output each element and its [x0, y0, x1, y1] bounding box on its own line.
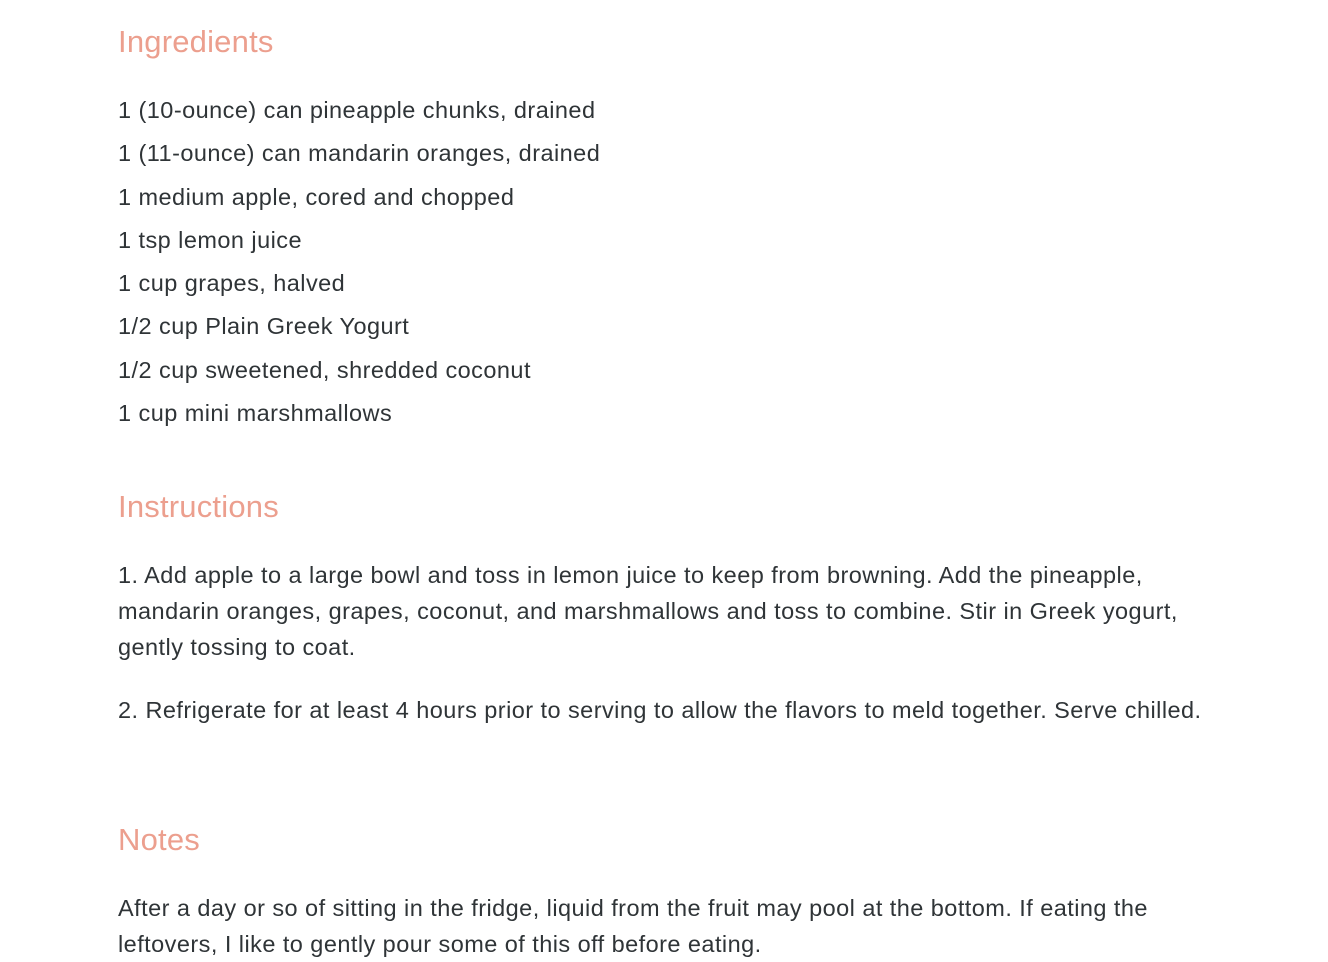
ingredients-list	[118, 89, 600, 435]
ingredient-item: 1 cup mini marshmallows	[118, 400, 393, 427]
ingredient-item: 1 (11-ounce) can mandarin oranges, drained	[118, 140, 601, 167]
ingredient-item: 1 medium apple, cored and chopped	[118, 183, 515, 210]
notes-text: After a day or so of sitting in the fridge, liquid from the fruit may pool at the bottom. If eating the leftovers, I like to gently pour some of this off before eating.	[118, 895, 1148, 958]
notes-heading: Notes	[118, 822, 200, 857]
instructions-heading: Instructions	[118, 489, 279, 524]
ingredient-item: 1/2 cup Plain Greek Yogurt	[118, 313, 410, 340]
ingredient-item: 1/2 cup sweetened, shredded coconut	[118, 356, 531, 383]
ingredients-heading: Ingredients	[118, 24, 274, 59]
ingredient-item: 1 cup grapes, halved	[118, 270, 346, 297]
instruction-step-1: 1. Add apple to a large bowl and toss in lemon juice to keep from browning. Add the pineapple, mandarin oranges, grapes, coconut, and marshmallows and toss to combine. Stir in Greek yogurt, gently tossing to coat.	[118, 562, 1178, 661]
ingredient-item: 1 tsp lemon juice	[118, 226, 302, 253]
instruction-step-2: 2. Refrigerate for at least 4 hours prior to serving to allow the flavors to meld together. Serve chilled.	[118, 697, 1202, 723]
ingredient-item: 1 (10-ounce) can pineapple chunks, drained	[118, 97, 596, 123]
